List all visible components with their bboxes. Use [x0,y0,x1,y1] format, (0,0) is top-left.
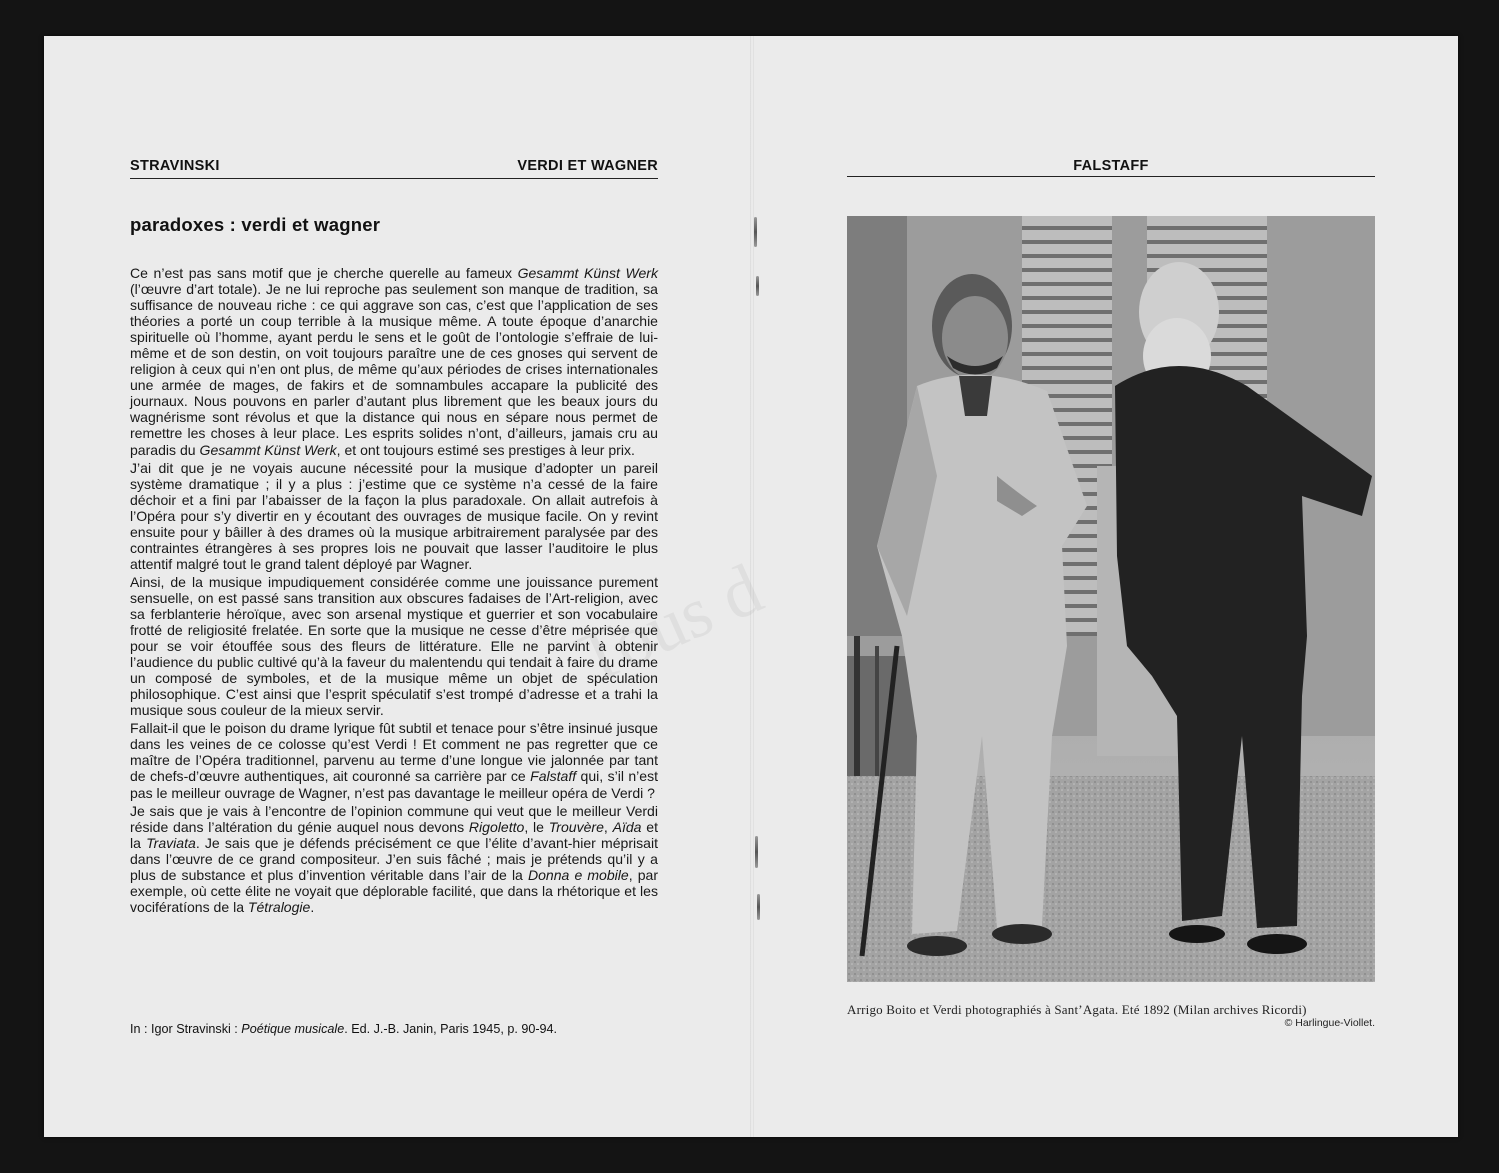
italic-title: Donna e mobile [527,866,629,883]
text-run: In : Igor Stravinski : [130,1022,242,1036]
text-run: qui, s’il n’est pas le meilleur ouvrage de Wagner, n’est pas davantage le meilleur opéra de Verdi ? [130,768,658,801]
italic-title: Aïda [612,818,642,835]
running-head-falstaff: FALSTAFF [1073,158,1149,174]
photo-caption: Arrigo Boito et Verdi photographiés à Sant’Agata. Eté 1892 (Milan archives Ricordi) [847,1002,1307,1017]
book-gutter [750,36,754,1137]
text-run: , et ont toujours estimé ses prestiges à leur prix. [336,441,635,458]
header-rule-right [847,176,1375,177]
text-run: (l’œuvre d’art totale). Je ne lui reproche pas seulement son manque de tradition, sa suffisance de nouveau riche : ce qui aggrave son cas, c’est que l’application de ses théories a porté un coup terrible à la musique même. A toute époque d’anarchie spirituelle où l’homme, ayant perdu le sens et le goût de l’ontologie s’effraie de lui-même et de son destin, on voit toujours paraître une de ces gnoses qui servent de religion à ceux qui n’en ont plus, de même qu’aux périodes de crises internationales une armée de mages, de fakirs et de somnambules accapare la publicité des journaux. Nous pouvons en parler d’autant plus librement que les beaux jours du wagnérisme sont révolus et que la distance qui nous en sépare nous permet de remettre les choses à leur place. Les esprits solides n’ont, d’ailleurs, jamais cru au paradis du [130,281,658,458]
text-run: . Je sais que je défends précisément ce que l’élite d’avant-hier méprisait dans l’œuvre de ce grand compositeur. J’en suis fâché ; mais je prétends qu’il y a plus de substance et plus d’invention véritable dans l’air de la [130,834,658,883]
text-run: . [310,898,315,915]
staple-top [754,217,757,247]
book-spread [44,36,1458,1137]
italic-title: Trouvère [548,818,604,835]
text-run: Ce n’est pas sans motif que je cherche querelle au fameux [130,265,518,281]
article-body [130,265,658,917]
body-paragraph [130,460,658,572]
staple-bottom [755,836,758,868]
text-run: Ainsi, de la musique impudiquement considérée comme une jouissance purement sensuelle, on est passé sans transition aux obscures fadaises de l’Art-religion, avec sa ferblanterie héroïque, avec son arsenal mystique et guerrier et son vocabulaire frotté de religiosité frelatée. En sorte que la musique ne cesse d’être méprisée que pour se voir étouffée sous des fleurs de littérature. Elle ne parvint à obtenir l’audience du public cultivé qu’à la faveur du malentendu qui tendait à faire du drame un composé de symboles, et de la musique même un objet de spéculation philosophique. C’est ainsi que l’esprit spéculatif s’est trompé d’adresse et a trahi la musique sous couleur de la mieux servir. [130,573,658,719]
staple-top-end [756,276,759,296]
watermark: Tous d [564,548,774,700]
text-run: J’ai dit que je ne voyais aucune nécessité pour la musique d’adopter un pareil système dramatique ; il y a plus : j’estime que ce système n’a cessé de la faire déchoir et a fini par l’abaisser de la façon la plus paradoxale. On allait autrefois à l’Opéra pour s’y divertir en y écoutant des ouvrages de musique facile. On y revint ensuite pour y bâiller à des drames où la musique arbitrairement paralysée par des contraintes étrangères à ses propres lois ne pouvait que lasser l’auditoire le plus attentif malgré tout le grand talent déployé par Wagner. [130,459,658,572]
text-run: , par exemple, où cette élite ne voyait que déplorable facilité, que dans la rhétorique et les vocifératíons de la [130,866,659,915]
italic-title: Tétralogie [247,898,311,915]
article-title: paradoxes : verdi et wagner [130,214,381,235]
staple-bottom-end [757,894,760,920]
italic-title: Rigoletto [468,818,525,835]
italic-title: Poétique musicale [241,1022,345,1036]
body-paragraph [130,803,658,915]
photo-illustration [847,216,1375,982]
text-run: et la [130,818,658,851]
running-head-right: VERDI ET WAGNER [517,158,658,174]
text-run: , [603,818,613,835]
italic-title: Traviata [146,834,196,851]
text-run: , le [524,818,549,835]
body-paragraph [130,574,658,718]
photo-boito-verdi [847,216,1375,982]
italic-title: Gesammt Künst Werk [517,265,658,281]
body-paragraph [130,265,658,458]
body-paragraph [130,720,658,800]
italic-title: Falstaff [530,768,577,785]
header-rule-left [130,178,658,179]
text-run: Je sais que je vais à l’encontre de l’opinion commune qui veut que le meilleur Verdi réside dans l’altération du génie auquel nous devons [130,802,658,835]
citation [130,1022,557,1036]
text-run: . Ed. J.-B. Janin, Paris 1945, p. 90-94. [344,1022,558,1036]
running-head-left: STRAVINSKI [130,158,220,174]
photo-credit: © Harlingue-Viollet. [1284,1017,1375,1029]
italic-title: Gesammt Künst Werk [199,441,337,458]
text-run: Fallait-il que le poison du drame lyrique fût subtil et tenace pour s’être insinué jusque dans les veines de ce colosse qu’est Verdi ! Et comment ne pas regretter que ce maître de l’Opéra traditionnel, parvenu au terme d’une longue vie jalonnée par tant de chefs-d’œuvre authentiques, ait couronné sa carrière par ce [130,720,658,785]
